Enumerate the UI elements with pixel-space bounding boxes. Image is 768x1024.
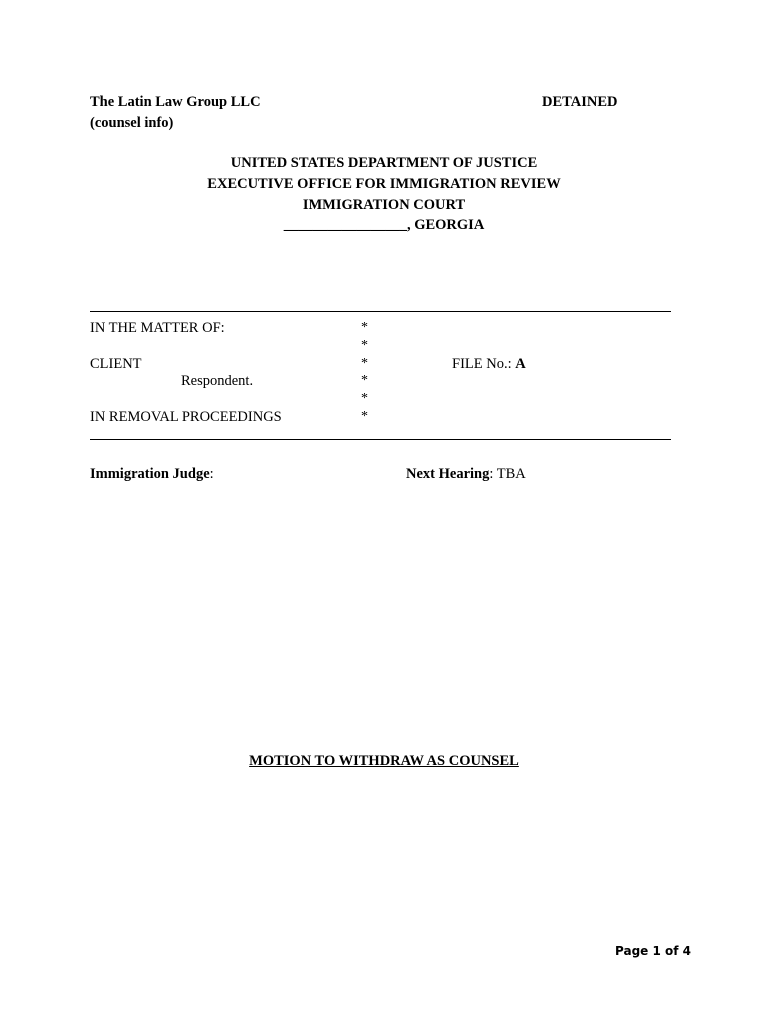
court-line-doj: UNITED STATES DEPARTMENT OF JUSTICE (230, 155, 538, 171)
client-name: CLIENT (90, 356, 142, 372)
immigration-judge-label: Immigration Judge (90, 466, 210, 482)
caption-star: * (361, 338, 368, 353)
proceedings-label: IN REMOVAL PROCEEDINGS (90, 409, 282, 425)
court-location: _________________, GEORGIA (283, 217, 485, 233)
caption-star: * (361, 391, 368, 406)
court-line-eoir: EXECUTIVE OFFICE FOR IMMIGRATION REVIEW (207, 176, 561, 192)
next-hearing (406, 467, 526, 482)
court-line-immigration: IMMIGRATION COURT (302, 197, 466, 213)
next-hearing-label: Next Hearing (406, 466, 490, 482)
caption-star: * (361, 373, 368, 388)
immigration-judge-separator: : (209, 466, 214, 482)
caption-top-rule (90, 311, 671, 312)
caption-star: * (361, 320, 368, 335)
immigration-judge (90, 467, 214, 482)
page-number: Page 1 of 4 (615, 944, 691, 958)
file-number (452, 357, 526, 372)
caption-bottom-rule (90, 439, 671, 440)
file-number-label: FILE No.: (452, 356, 516, 372)
document-title: MOTION TO WITHDRAW AS COUNSEL (249, 753, 519, 769)
next-hearing-value: : TBA (489, 466, 526, 482)
in-the-matter-label: IN THE MATTER OF: (90, 320, 225, 336)
respondent-label: Respondent. (181, 373, 254, 389)
caption-star: * (361, 409, 368, 424)
caption-star: * (361, 356, 368, 371)
detention-status: DETAINED (542, 94, 618, 110)
firm-name: The Latin Law Group LLC (90, 94, 261, 110)
file-number-value: A (515, 356, 526, 372)
counsel-info: (counsel info) (90, 115, 174, 131)
